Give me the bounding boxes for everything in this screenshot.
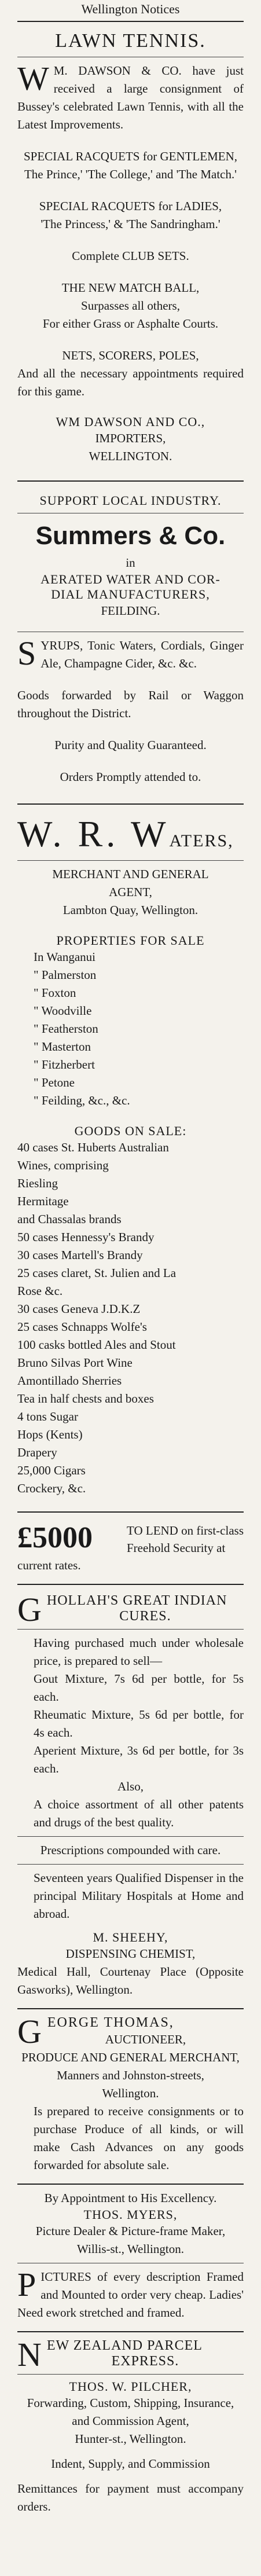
loan-line-2: Freehold Security at [127,1541,226,1555]
summers-conj: in [126,556,135,570]
property-item: In Wanganui [34,950,95,964]
property-item: " Masterton [34,1040,91,1054]
ghollah-also: Also, [117,1779,144,1793]
nz-title-1: EW ZEALAND PARCEL [46,2338,203,2353]
waters-big: W. R. W [17,813,170,854]
club-sets: Complete CLUB SETS. [72,249,189,263]
summers-syrups [17,634,244,673]
column-header: Wellington Notices [81,2,180,16]
waters-goods-list [17,1139,244,1498]
ghollah-title-1: HOLLAH'S GREAT INDIAN [46,1593,227,1608]
lawn-dropcap: W [17,60,49,97]
ghollah-title [17,1591,244,1628]
lawn-title: LAWN TENNIS. [55,30,206,52]
goods-item: 50 cases Hennessy's Brandy [17,1230,155,1244]
goods-item: 40 cases St. Huberts Australian [17,1140,169,1154]
goods-item: Hops (Kents) [17,1428,83,1441]
summers-orders: Orders Promptly attended to. [60,770,201,784]
lawn-intro-text: M. DAWSON & CO. have just received a large consignment of Bussey's celebrated Lawn Tennis, with all the Latest Improvements. [17,64,244,131]
myers-pictures [17,2268,244,2322]
property-item: " Petone [34,1076,75,1089]
goods-item: Wines, comprising [17,1158,109,1172]
ghollah-assort: A choice assortment of all other patents and drugs of the best quality. [34,1797,244,1829]
thomas-address: Manners and Johnston-streets, [57,2068,204,2082]
nets-text: And all the necessary appointments required for this game. [17,366,244,398]
thomas-role: AUCTIONEER, [105,2032,186,2046]
ball-line-1: Surpasses all others, [81,299,180,313]
summers-trade-2: DIAL MANUFACTURERS, [51,587,210,601]
myers-appt: By Appointment to His Excellency. [44,2191,217,2205]
ghollah-address: Medical Hall, Courtenay Place (Opposite Gasworks), Wellington. [17,1965,244,1997]
ghollah-role: DISPENSING CHEMIST, [65,1947,196,1961]
waters-goods-heading: GOODS ON SALE: [74,1124,187,1138]
waters-heading [17,813,244,856]
property-item: " Woodville [34,1004,92,1018]
divider [17,480,244,482]
waters-props-list [17,948,244,1110]
thomas-trade: PRODUCE AND GENERAL MERCHANT, [21,2050,240,2064]
lawn-role: IMPORTERS, [95,431,166,445]
myers-text: ICTURES of every description Framed and Mounted to order very cheap. Ladies' Need ework stretched and framed. [17,2270,244,2320]
goods-item: Bruno Silvas Port Wine [17,1356,133,1370]
myers-trade: Picture Dealer & Picture-frame Maker, [35,2224,226,2238]
nz-name: THOS. W. PILCHER, [69,2379,192,2394]
loan-ad [17,1521,244,1575]
ball-line-2: For either Grass or Asphalte Courts. [42,317,219,331]
goods-item: 100 casks bottled Ales and Stout [17,1338,176,1352]
waters-merchant: MERCHANT AND GENERAL [52,867,209,881]
nz-title [17,2336,244,2373]
property-item: " Fitzherbert [34,1058,95,1072]
myers-ad [17,2189,244,2322]
lawn-firm: WM DAWSON AND CO., [56,414,205,429]
divider [17,1511,244,1513]
waters-props-heading: PROPERTIES FOR SALE [56,933,205,948]
thomas-dropcap: G [17,2013,43,2050]
divider [17,2374,244,2375]
nz-title-2: EXPRESS. [111,2354,179,2369]
divider [17,1864,244,1865]
waters-ad [17,813,244,1498]
property-item: " Foxton [34,986,76,1000]
summers-syrups-text: YRUPS, Tonic Waters, Cordials, Ginger Ale, Champagne Cider, &c. &c. [41,639,244,670]
goods-item: Hermitage [17,1194,69,1208]
divider [17,1584,244,1585]
myers-address: Willis-st., Wellington. [77,2242,184,2256]
loan-amount: £5000 [17,1521,93,1554]
ladies-list: 'The Princess,' & 'The Sandringham.' [41,217,220,231]
gentlemen-list: The Prince,' 'The College,' and 'The Match.' [24,167,237,181]
property-item: " Feilding, &c., &c. [34,1093,130,1107]
summers-name: Summers & Co. [35,522,226,550]
lawn-tennis-ad [17,30,244,465]
waters-rest: ATERS, [169,831,234,850]
summers-tag: SUPPORT LOCAL INDUSTRY. [39,493,222,508]
summers-town: FEILDING. [101,604,160,618]
goods-item: 30 cases Martell's Brandy [17,1248,143,1262]
ghollah-title-2: CURES. [119,1609,171,1624]
goods-item: Crockery, &c. [17,1481,86,1495]
thomas-text: Is prepared to receive consignments or to purchase Produce of all kinds, or will make Cash Advances on any goods forwarded for absolute sale. [34,2104,244,2172]
divider [17,21,244,22]
ghollah-gout: Gout Mixture, 7s 6d per bottle, for 5s each. [34,1672,244,1704]
myers-name: THOS. MYERS, [83,2207,178,2222]
myers-dropcap: P [17,2266,36,2303]
ghollah-dropcap: G [17,1591,42,1628]
ghollah-years: Seventeen years Qualified Dispenser in the principal Military Hospitals at Home and abroad. [34,1871,244,1921]
ghollah-ad [17,1593,244,1999]
ghollah-presc: Prescriptions compounded with care. [40,1843,221,1857]
waters-agent: AGENT, [109,885,152,899]
waters-address: Lambton Quay, Wellington. [63,903,198,917]
nz-trade: Forwarding, Custom, Shipping, Insurance, and Commission Agent, [27,2396,234,2428]
goods-item: and Chassalas brands [17,1212,122,1226]
lawn-town: WELLINGTON. [89,449,172,463]
ghollah-aperient: Aperient Mixture, 3s 6d per bottle, for 3s each. [34,1744,244,1775]
divider [17,1629,244,1630]
nz-remit: Remittances for payment must accompany orders. [17,2482,244,2513]
property-item: " Featherston [34,1022,98,1036]
goods-item: Rose &c. [17,1284,63,1298]
summers-dropcap: S [17,634,36,672]
thomas-name: EORGE THOMAS, [47,2015,174,2030]
goods-item: 4 tons Sugar [17,1410,78,1423]
divider [17,1836,244,1837]
nz-address: Hunter-st., Wellington. [75,2432,186,2446]
ghollah-intro: Having purchased much under wholesale price, is prepared to sell— [34,1636,244,1668]
goods-item: 25 cases claret, St. Julien and La [17,1266,177,1280]
divider [17,803,244,805]
loan-line-1: TO LEND on first-class [127,1524,244,1537]
ladies-heading: SPECIAL RACQUETS for LADIES, [39,199,222,213]
ghollah-name: M. SHEEHY, [93,1930,168,1944]
summers-ad [17,493,244,786]
thomas-ad [17,2015,244,2174]
divider [17,2331,244,2332]
ball-heading: THE NEW MATCH BALL, [61,281,200,295]
lawn-intro [17,62,244,134]
nz-parcel-ad [17,2338,244,2516]
goods-item: 25,000 Cigars [17,1463,86,1477]
nets-heading: NETS, SCORERS, POLES, [62,348,199,362]
goods-item: Drapery [17,1445,57,1459]
nz-dropcap: N [17,2336,42,2373]
goods-item: Amontillado Sherries [17,1374,122,1388]
goods-item: Tea in half chests and boxes [17,1392,154,1406]
summers-trade-1: AERATED WATER AND COR- [41,572,220,586]
goods-item: 30 cases Geneva J.D.K.Z [17,1302,141,1316]
goods-item: Riesling [17,1176,58,1190]
divider [17,860,244,861]
divider [17,2008,244,2009]
property-item: " Palmerston [34,968,97,982]
summers-purity: Purity and Quality Guaranteed. [54,738,207,752]
ghollah-rheum: Rheumatic Mixture, 5s 6d per bottle, for 4s each. [34,1708,244,1740]
divider [17,2184,244,2185]
summers-goods: Goods forwarded by Rail or Waggon throughout the District. [17,688,244,720]
loan-line-3: current rates. [17,1558,81,1572]
goods-item: 25 cases Schnapps Wolfe's [17,1320,147,1334]
gentlemen-heading: SPECIAL RACQUETS for GENTLEMEN, [23,149,238,163]
thomas-town: Wellington. [102,2086,159,2100]
nz-indent: Indent, Supply, and Commission [51,2457,210,2471]
